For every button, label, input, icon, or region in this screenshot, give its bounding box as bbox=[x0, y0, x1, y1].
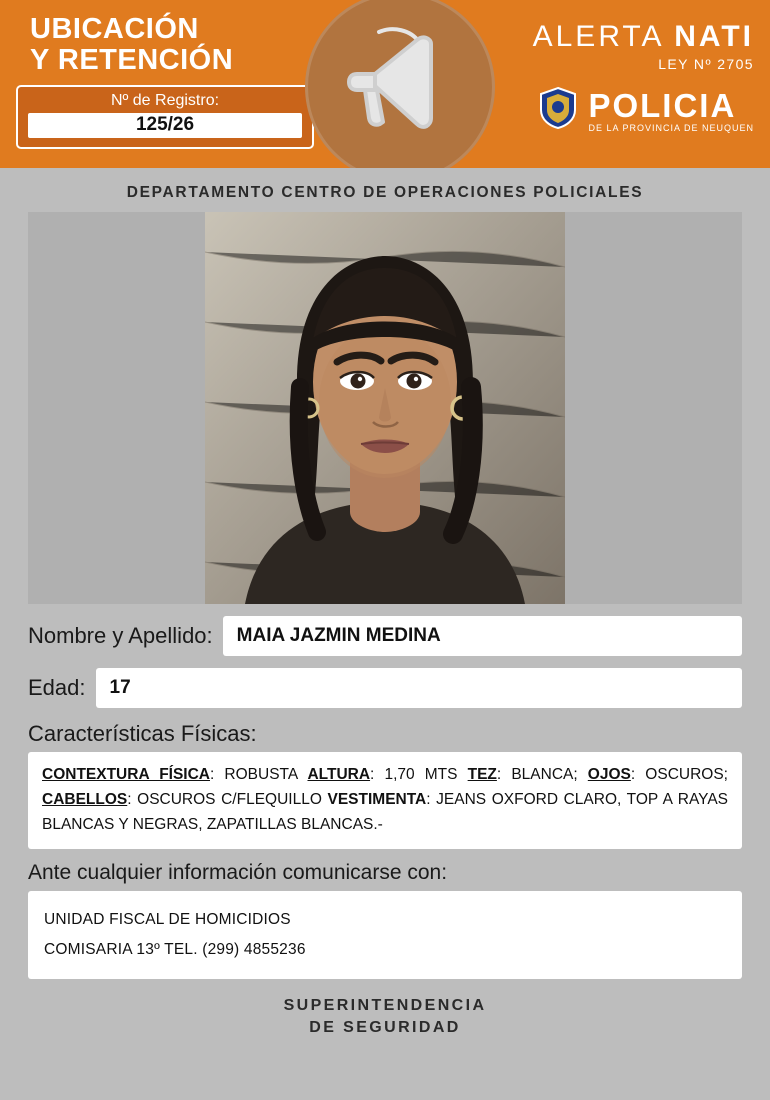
age-label: Edad: bbox=[28, 675, 86, 700]
contact-label: Ante cualquier información comunicarse con: bbox=[28, 861, 448, 885]
eyes-value: : OSCUROS; bbox=[630, 766, 728, 783]
physical-features-label: Características Físicas: bbox=[28, 721, 257, 746]
megaphone-badge bbox=[305, 0, 495, 168]
poster-title-line2: Y RETENCIÓN bbox=[30, 43, 234, 76]
skin-label: TEZ bbox=[467, 766, 497, 783]
police-shield-icon bbox=[538, 86, 578, 135]
header-right-block bbox=[474, 22, 754, 135]
alert-word: ALERTA bbox=[532, 20, 663, 53]
contact-line-2: COMISARIA 13º TEL. (299) 4855236 bbox=[44, 940, 306, 958]
header-left-block bbox=[0, 14, 330, 149]
contexture-label: CONTEXTURA FÍSICA bbox=[42, 766, 210, 783]
police-text-block bbox=[588, 86, 754, 133]
name-label: Nombre y Apellido: bbox=[28, 623, 213, 648]
contact-line-1: UNIDAD FISCAL DE HOMICIDIOS bbox=[44, 911, 291, 929]
portrait-illustration bbox=[205, 212, 565, 604]
missing-person-photo bbox=[205, 212, 565, 604]
age-row bbox=[28, 668, 742, 708]
contact-box bbox=[28, 891, 742, 979]
eyes-label: OJOS bbox=[587, 766, 631, 783]
police-province: DE LA PROVINCIA DE NEUQUEN bbox=[588, 122, 754, 133]
alert-name: NATI bbox=[674, 20, 754, 53]
hair-label: CABELLOS bbox=[42, 791, 128, 809]
clothing-label: VESTIMENTA bbox=[327, 791, 427, 809]
registry-value: 125/26 bbox=[28, 113, 302, 138]
registry-box bbox=[16, 85, 314, 149]
poster-title-line1: UBICACIÓN bbox=[30, 13, 199, 45]
police-logo-row bbox=[474, 86, 754, 135]
police-name: POLICIA bbox=[588, 86, 737, 124]
skin-value: : BLANCA; bbox=[496, 766, 588, 783]
physical-description bbox=[28, 752, 742, 849]
contexture-value: : ROBUSTA bbox=[210, 766, 308, 783]
department-title: DEPARTAMENTO CENTRO DE OPERACIONES POLICIALES bbox=[126, 184, 644, 201]
photo-frame bbox=[28, 212, 742, 604]
registry-label: Nº de Registro: bbox=[110, 92, 220, 110]
poster-header bbox=[0, 0, 770, 168]
height-label: ALTURA bbox=[307, 766, 371, 783]
height-value: : 1,70 MTS bbox=[370, 766, 468, 783]
alert-title bbox=[474, 22, 754, 52]
age-value: 17 bbox=[96, 668, 743, 708]
clothing-value: : JEANS OXFORD CLARO, TOP A RAYAS BLANCAS Y NEGRAS, ZAPATILLAS BLANCAS.- bbox=[42, 791, 728, 834]
hair-value: : OSCUROS C/FLEQUILLO bbox=[127, 791, 328, 809]
law-reference: LEY Nº 2705 bbox=[658, 56, 754, 72]
footer-line-1: SUPERINTENDENCIA bbox=[283, 997, 487, 1015]
poster-body bbox=[0, 168, 770, 1100]
name-value: MAIA JAZMIN MEDINA bbox=[223, 616, 742, 656]
poster-footer bbox=[28, 979, 742, 1038]
footer-line-2: DE SEGURIDAD bbox=[309, 1018, 461, 1036]
name-row bbox=[28, 616, 742, 656]
megaphone-icon bbox=[335, 22, 465, 152]
